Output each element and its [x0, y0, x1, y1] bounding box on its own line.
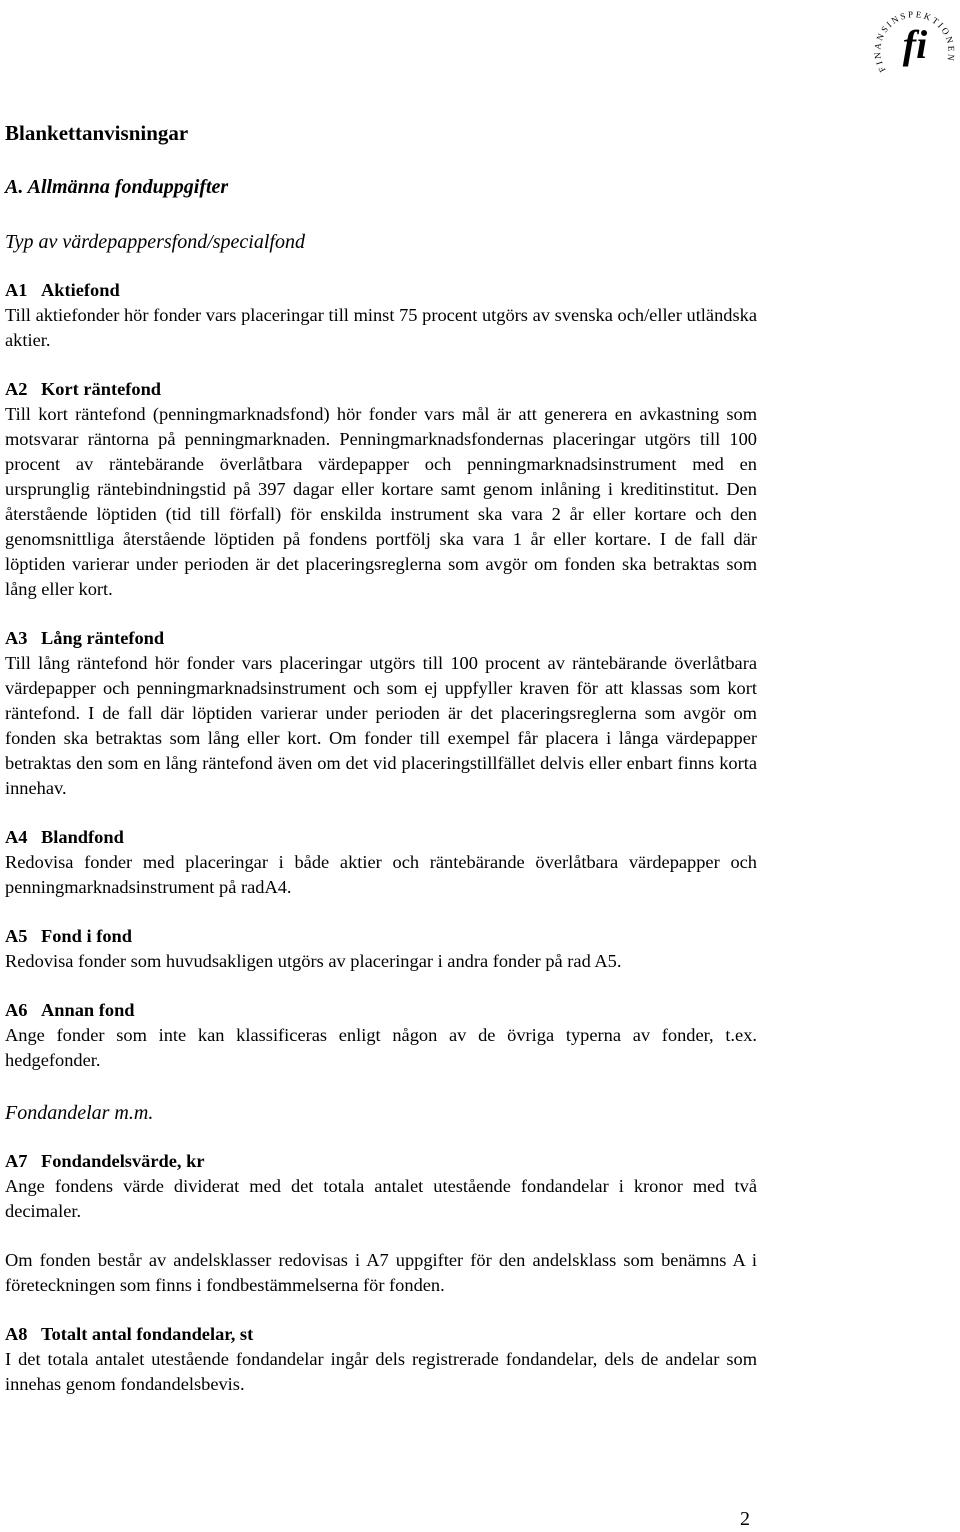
document-body	[5, 118, 757, 1397]
subheading-fund-type: Typ av värdepappersfond/specialfond	[5, 231, 305, 253]
subheading-fondandelar: Fondandelar m.m.	[5, 1102, 154, 1124]
entry-title	[5, 998, 757, 1023]
entry-label: Lång räntefond	[41, 628, 165, 648]
entry-extra-text: Om fonden består av andelsklasser redovisas i A7 uppgifter för den andelsklass som benämns A i företeckningen som finns i fondbestämmelserna för fonden.	[5, 1250, 757, 1295]
entry-text: Till lång räntefond hör fonder vars placeringar utgörs till 100 procent av räntebärande överlåtbara värdepapper och penningmarknadsinstrument och som ej uppfyller kraven för att klassas som kort räntefond. I de fall där löptiden varierar under perioden är det placeringsreglerna som avgör om fonden ska betraktas som lång eller kort. Om fonder till exempel får placera i långa värdepapper betraktas den som en lång räntefond även om det vid placeringstillfället delvis eller enbart finns korta innehav.	[5, 653, 757, 798]
entry-a6	[5, 998, 757, 1073]
entry-code: A3	[5, 628, 28, 648]
entry-text: Till kort räntefond (penningmarknadsfond) hör fonder vars mål är att generera en avkastning som motsvarar räntorna på penningmarknaden. Penningmarknadsfondernas placeringar utgörs till 100 procent av räntebärande överlåtbara värdepapper och penningmarknadsinstrument med en ursprunglig räntebindningstid på 397 dagar eller kortare samt genom inlåning i kreditinstitut. Den återstående löptiden (tid till förfall) för enskilda instrument ska vara 2 år eller kortare och den genomsnittliga återstående löptiden på fondens portfölj ska vara 1 år eller kortare. I de fall där löptiden varierar under perioden är det placeringsreglerna som avgör om fonden ska betraktas som lång eller kort.	[5, 404, 757, 599]
entry-text: Ange fondens värde dividerat med det totala antalet utestående fondandelar i kronor med två decimaler.	[5, 1176, 757, 1221]
entry-text: I det totala antalet utestående fondandelar ingår dels registrerade fondandelar, dels de andelar som innehas genom fondandelsbevis.	[5, 1349, 757, 1394]
entry-title	[5, 377, 757, 402]
entry-text: Redovisa fonder med placeringar i både aktier och räntebärande överlåtbara värdepapper och penningmarknadsinstrument på radA4.	[5, 852, 757, 897]
document-title: Blankettanvisningar	[5, 121, 189, 145]
entry-code: A7	[5, 1151, 28, 1171]
entry-label: Fondandelsvärde, kr	[41, 1151, 205, 1171]
entry-text: Redovisa fonder som huvudsakligen utgörs av placeringar i andra fonder på rad A5.	[5, 951, 622, 971]
entry-code: A4	[5, 827, 28, 847]
entry-label: Annan fond	[41, 1000, 135, 1020]
entry-a3	[5, 626, 757, 801]
entry-a1	[5, 278, 757, 353]
page-number: 2	[740, 1508, 750, 1530]
entry-label: Kort räntefond	[41, 379, 162, 399]
logo-ring-text: FINANSINSPEKTIONEN	[872, 9, 957, 74]
entry-a2	[5, 377, 757, 602]
entries-section-a	[5, 278, 757, 1073]
entry-title	[5, 1322, 757, 1347]
section-heading-a: A. Allmänna fonduppgifter	[5, 176, 229, 198]
logo-monogram: fi	[902, 22, 928, 67]
entry-a7	[5, 1149, 757, 1298]
entry-code: A2	[5, 379, 28, 399]
entry-title	[5, 278, 757, 303]
entry-code: A1	[5, 280, 28, 300]
entry-code: A5	[5, 926, 28, 946]
entry-title	[5, 924, 757, 949]
entry-label: Fond i fond	[41, 926, 132, 946]
entry-title	[5, 626, 757, 651]
finansinspektionen-logo	[868, 0, 960, 84]
entry-label: Blandfond	[41, 827, 124, 847]
entry-a5	[5, 924, 757, 974]
entry-label: Aktiefond	[41, 280, 120, 300]
entry-code: A6	[5, 1000, 28, 1020]
entry-text: Till aktiefonder hör fonder vars placeringar till minst 75 procent utgörs av svenska och/eller utländska aktier.	[5, 305, 757, 350]
entry-code: A8	[5, 1324, 28, 1344]
entry-label: Totalt antal fondandelar, st	[41, 1324, 254, 1344]
entry-a4	[5, 825, 757, 900]
entry-title	[5, 1149, 757, 1174]
entries-section-fondandelar	[5, 1149, 757, 1397]
entry-text: Ange fonder som inte kan klassificeras enligt någon av de övriga typerna av fonder, t.ex. hedgefonder.	[5, 1025, 757, 1070]
entry-a8	[5, 1322, 757, 1397]
entry-title	[5, 825, 757, 850]
